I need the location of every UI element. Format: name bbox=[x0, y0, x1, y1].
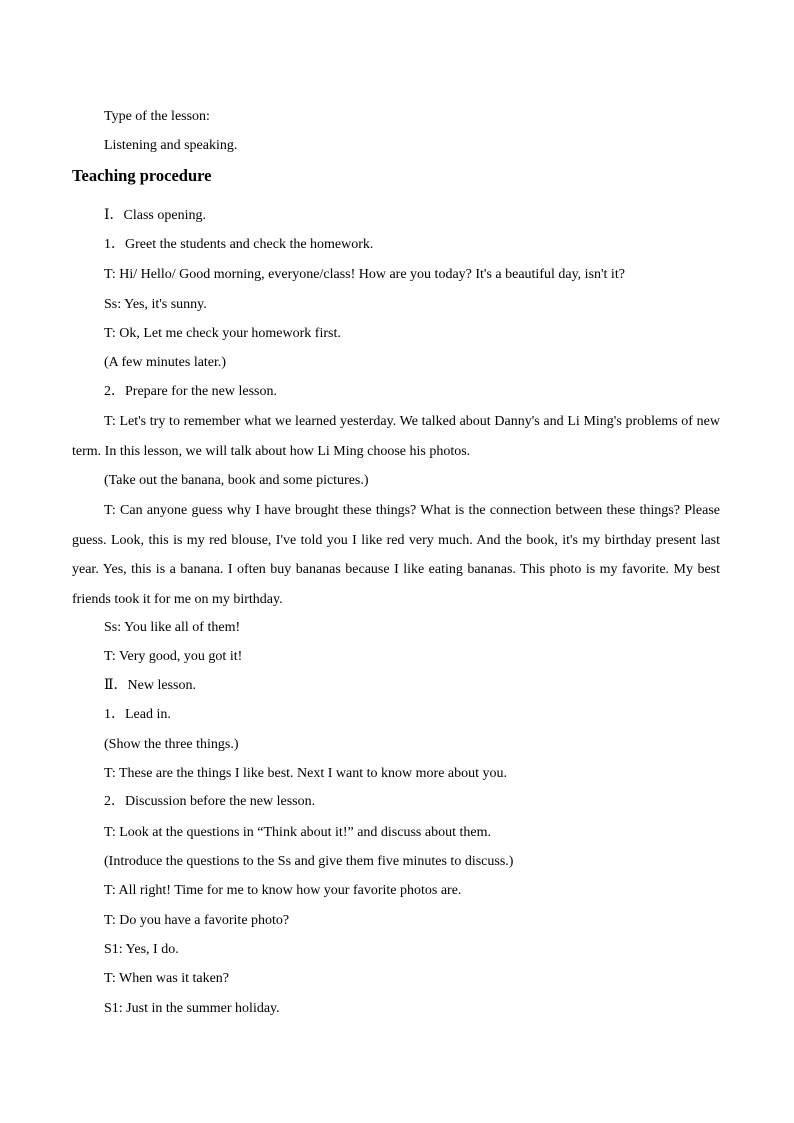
dialogue-line: T: All right! Time for me to know how your favorite photos are. bbox=[104, 883, 462, 898]
stage-note: (Show the three things.) bbox=[104, 737, 239, 752]
dialogue-line: T: Very good, you got it! bbox=[104, 649, 243, 664]
stage-note: (Introduce the questions to the Ss and give them five minutes to discuss.) bbox=[104, 854, 514, 869]
dialogue-line: Ss: Yes, it's sunny. bbox=[104, 297, 207, 312]
dialogue-paragraph: T: Can anyone guess why I have brought these things? What is the connection between these things? Please guess. Look, this is my red blouse, I've told you I like red very much. And the book, it's my birthday present last year. Yes, this is a banana. I often buy bananas because I like eating bananas. This photo is my favorite. My best friends took it for me on my birthday. bbox=[72, 503, 720, 607]
dialogue-paragraph: T: Let's try to remember what we learned yesterday. We talked about Danny's and Li Ming's problems of new term. In this lesson, we will talk about how Li Ming choose his photos. bbox=[72, 414, 720, 459]
step-2-sub-1-title: 1．Lead in. bbox=[104, 707, 171, 722]
lesson-type-value: Listening and speaking. bbox=[104, 138, 238, 153]
step-1-sub-2-title: 2．Prepare for the new lesson. bbox=[104, 384, 278, 399]
step-1-sub-1-title: 1．Greet the students and check the homework. bbox=[104, 237, 374, 252]
dialogue-line: T: Hi/ Hello/ Good morning, everyone/class! How are you today? It's a beautiful day, isn't it? bbox=[104, 267, 625, 282]
stage-note: (A few minutes later.) bbox=[104, 355, 227, 370]
stage-note: (Take out the banana, book and some pictures.) bbox=[104, 473, 369, 488]
section-heading: Teaching procedure bbox=[72, 166, 212, 185]
step-1-title: Ⅰ．Class opening. bbox=[104, 208, 206, 223]
step-2-sub-2-title: 2．Discussion before the new lesson. bbox=[104, 794, 316, 809]
dialogue-line: T: Do you have a favorite photo? bbox=[104, 913, 290, 928]
dialogue-line: S1: Yes, I do. bbox=[104, 942, 179, 957]
dialogue-line: T: Ok, Let me check your homework first. bbox=[104, 326, 341, 341]
lesson-type-label: Type of the lesson: bbox=[104, 109, 210, 124]
dialogue-line: Ss: You like all of them! bbox=[104, 620, 241, 635]
dialogue-line: S1: Just in the summer holiday. bbox=[104, 1001, 280, 1016]
dialogue-line: T: When was it taken? bbox=[104, 971, 230, 986]
dialogue-line: T: These are the things I like best. Next I want to know more about you. bbox=[104, 766, 508, 781]
step-2-title: Ⅱ．New lesson. bbox=[104, 678, 196, 693]
dialogue-line: T: Look at the questions in “Think about it!” and discuss about them. bbox=[104, 825, 491, 840]
